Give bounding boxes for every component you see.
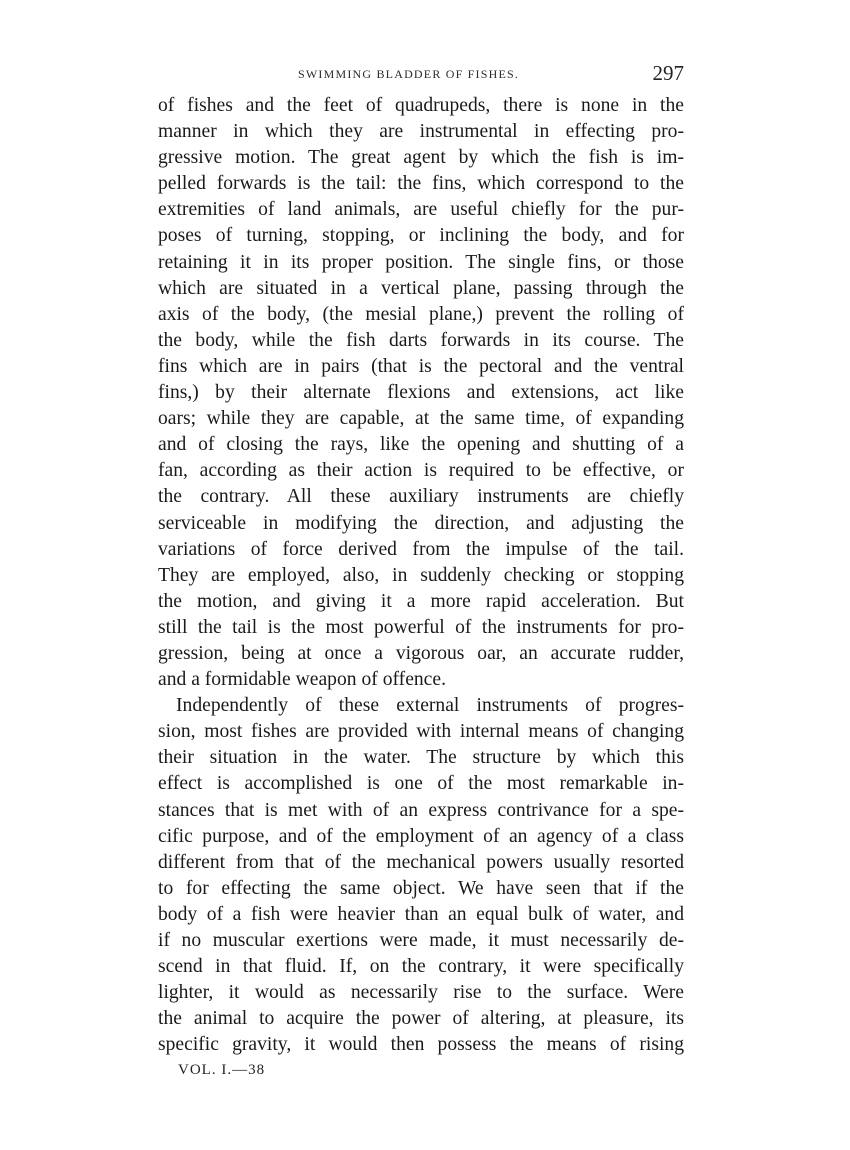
- text-line: variations of force derived from the impulse of the tail.: [158, 538, 684, 560]
- text-line: poses of turning, stopping, or inclining the body, and for: [158, 225, 684, 247]
- text-line: and of closing the rays, like the opening and shutting of a: [158, 434, 684, 456]
- text-line: to for effecting the same object. We have seen that if the: [158, 877, 684, 899]
- text-line: fins,) by their alternate flexions and extensions, act like: [158, 382, 684, 404]
- text-line: gression, being at once a vigorous oar, an accurate rudder,: [158, 642, 684, 664]
- text-line: of fishes and the feet of quadrupeds, there is none in the: [158, 95, 684, 116]
- text-line: body of a fish were heavier than an equal bulk of water, and: [158, 903, 684, 925]
- text-line: scend in that fluid. If, on the contrary, it were specifically: [158, 956, 684, 978]
- text-line: and a formidable weapon of offence.: [158, 669, 446, 691]
- text-line: their situation in the water. The structure by which this: [158, 747, 684, 769]
- text-line: effect is accomplished is one of the most remarkable in-: [158, 773, 684, 795]
- text-line: specific gravity, it would then possess the means of rising: [158, 1034, 684, 1056]
- text-line: stances that is met with of an express contrivance for a spe-: [158, 799, 684, 821]
- text-line: which are situated in a vertical plane, passing through the: [158, 277, 684, 299]
- running-title: SWIMMING BLADDER OF FISHES.: [298, 67, 520, 81]
- text-line: Independently of these external instruments of progres-: [176, 695, 684, 717]
- signature-mark: VOL. I.—38: [178, 1062, 266, 1078]
- running-head: [158, 63, 684, 85]
- text-line: lighter, it would as necessarily rise to the surface. Were: [158, 982, 684, 1004]
- text-line: still the tail is the most powerful of the instruments for pro-: [158, 616, 684, 638]
- text-line: sion, most fishes are provided with internal means of changing: [158, 721, 684, 743]
- text-line: extremities of land animals, are useful chiefly for the pur-: [158, 199, 684, 221]
- text-line: if no muscular exertions were made, it must necessarily de-: [158, 930, 684, 951]
- text-line: the animal to acquire the power of altering, at pleasure, its: [158, 1008, 684, 1030]
- text-line: axis of the body, (the mesial plane,) prevent the rolling of: [158, 303, 684, 325]
- text-line: oars; while they are capable, at the same time, of expanding: [158, 408, 684, 430]
- text-line: serviceable in modifying the direction, and adjusting the: [158, 512, 684, 534]
- text-line: retaining it in its proper position. The single fins, or those: [158, 251, 684, 273]
- text-line: fins which are in pairs (that is the pectoral and the ventral: [158, 355, 684, 377]
- text-line: pelled forwards is the tail: the fins, which correspond to the: [158, 173, 684, 195]
- text-line: the contrary. All these auxiliary instruments are chiefly: [158, 486, 684, 508]
- text-line: cific purpose, and of the employment of an agency of a class: [158, 825, 684, 847]
- page-number: 297: [652, 61, 684, 85]
- text-line: the body, while the fish darts forwards in its course. The: [158, 329, 684, 351]
- text-line: They are employed, also, in suddenly checking or stopping: [158, 564, 684, 586]
- text-line: manner in which they are instrumental in effecting pro-: [158, 121, 684, 143]
- text-line: different from that of the mechanical powers usually resorted: [158, 851, 684, 873]
- text-line: the motion, and giving it a more rapid acceleration. But: [158, 590, 684, 612]
- text-line: gressive motion. The great agent by which the fish is im-: [158, 147, 684, 169]
- body-text: [158, 93, 684, 1058]
- text-line: fan, according as their action is required to be effective, or: [158, 460, 684, 482]
